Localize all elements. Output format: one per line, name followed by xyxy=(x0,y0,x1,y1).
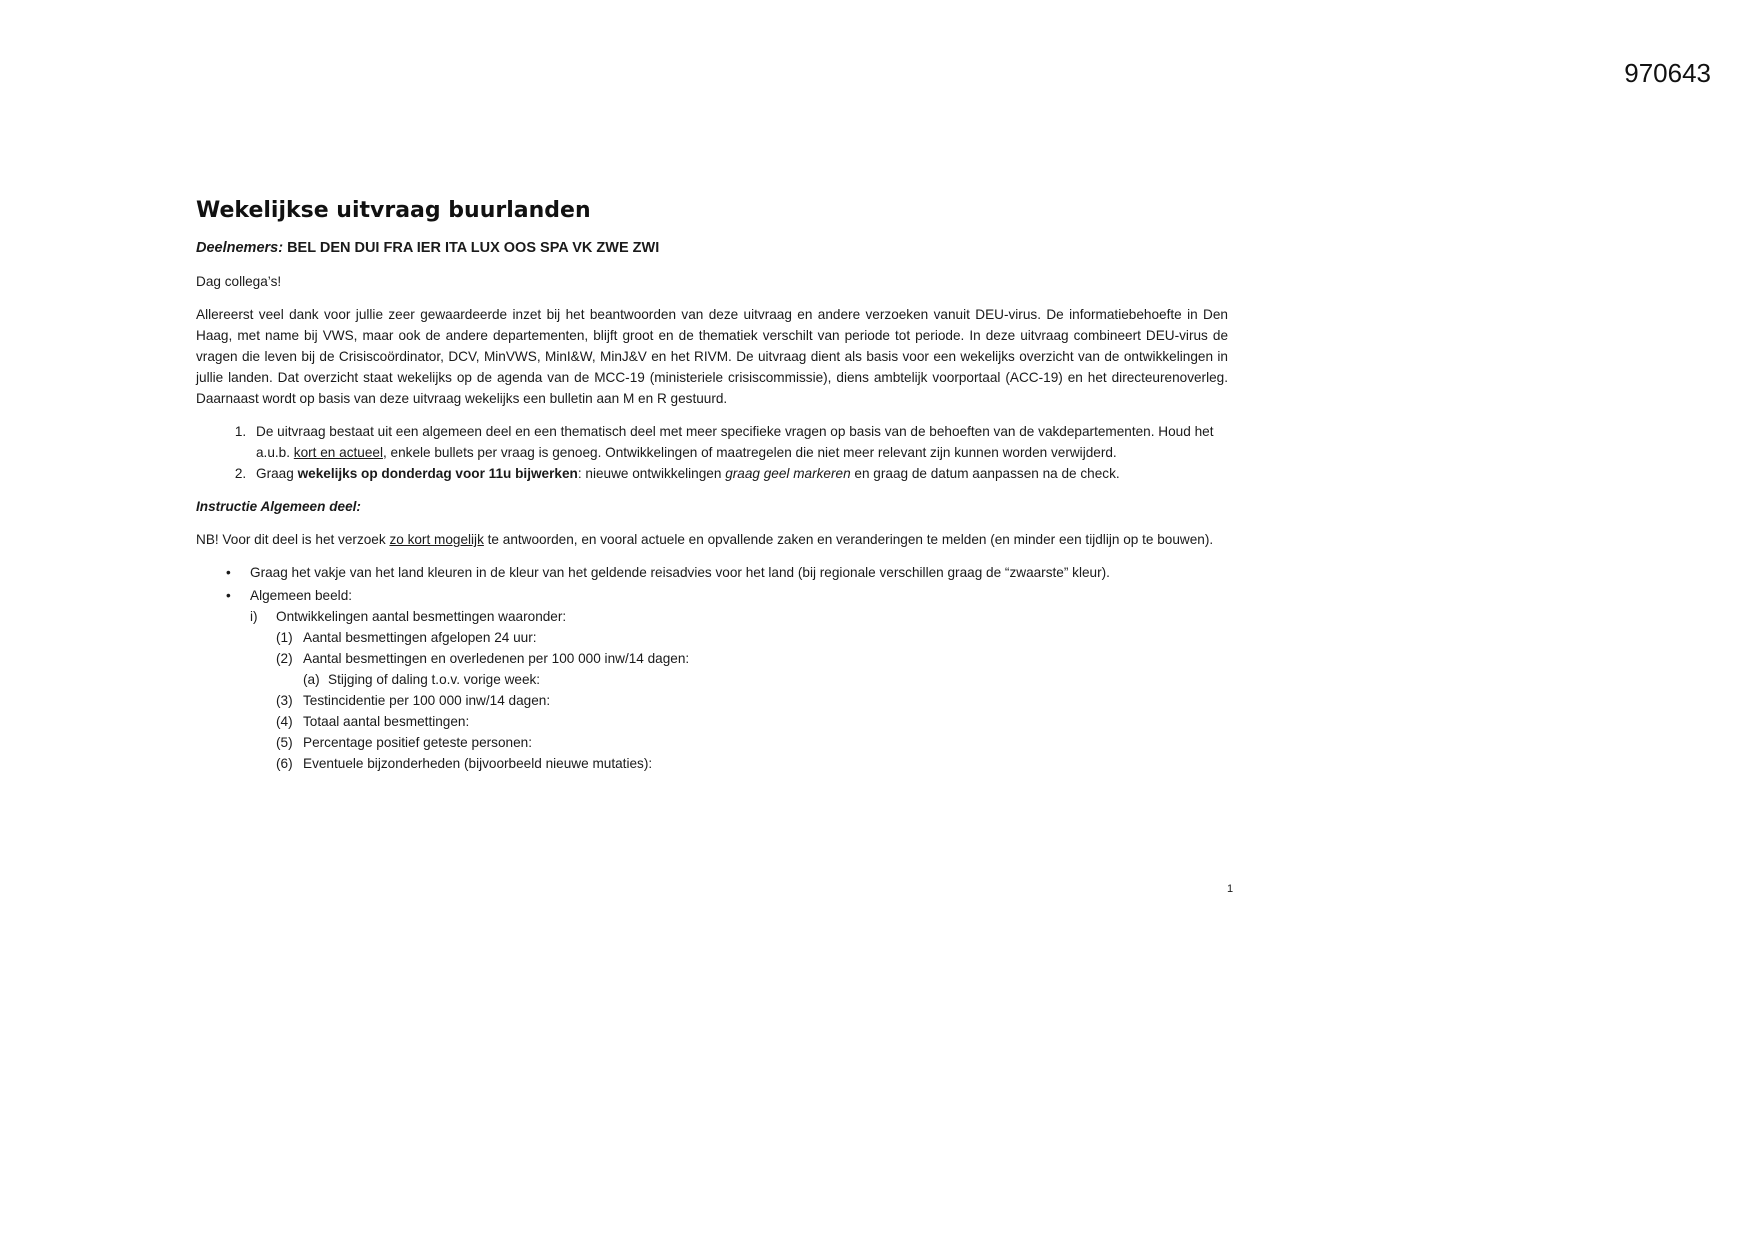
bullet-text: Graag het vakje van het land kleuren in de kleur van het geldende reisadvies voor het land (bij regionale verschillen graag de “zwaarste” kleur). xyxy=(250,565,1110,580)
nb-text: NB! Voor dit deel is het verzoek xyxy=(196,532,390,547)
step-2-text-mid: : nieuwe ontwikkelingen xyxy=(577,466,726,481)
outline-text: Ontwikkelingen aantal besmettingen waaronder: xyxy=(276,609,567,624)
bullet-list xyxy=(196,562,1228,774)
outline-text: Eventuele bijzonderheden (bijvoorbeeld nieuwe mutaties): xyxy=(303,756,653,771)
outline-marker: (6) xyxy=(276,756,293,771)
document-id: 970643 xyxy=(1624,58,1711,88)
outline-marker: (2) xyxy=(276,651,293,666)
participants-line xyxy=(196,238,1228,259)
outline-marker: (5) xyxy=(276,735,293,750)
participants-countries: BEL DEN DUI FRA IER ITA LUX OOS SPA VK ZWE ZWI xyxy=(287,240,660,256)
outline-marker: i) xyxy=(250,609,258,624)
step-1-underlined: kort en actueel xyxy=(293,445,383,460)
step-1-text: De uitvraag bestaat uit een algemeen deel en een thematisch deel met meer specifieke vragen op basis van de behoeften van de vakdepartementen. Houd het a.u.b. xyxy=(256,424,1214,460)
outline-item xyxy=(250,732,1228,753)
outline-item xyxy=(250,627,1228,648)
step-2-text-end: en graag de datum aanpassen na de check. xyxy=(850,466,1120,481)
outline-item xyxy=(250,648,1228,669)
outline-item xyxy=(250,606,1228,627)
step-2-text: Graag xyxy=(256,466,298,481)
outline-text: Testincidentie per 100 000 inw/14 dagen: xyxy=(303,693,551,708)
section-heading: Instructie Algemeen deel: xyxy=(196,499,361,514)
outline-marker: (a) xyxy=(303,672,320,687)
bullet-icon: • xyxy=(226,588,231,603)
step-item xyxy=(250,463,1228,484)
outline-list xyxy=(250,606,1228,774)
intro-paragraph: Allereerst veel dank voor jullie zeer gewaardeerde inzet bij het beantwoorden van deze uitvraag en andere verzoeken vanuit DEU-virus. De informatiebehoefte in Den Haag, met name bij VWS, maar ook de andere departementen, blijft groot en de thematiek verschilt van periode tot periode. In deze uitvraag combineert DEU-virus de vragen die leven bij de Crisiscoördinator, DCV, MinVWS, MinI&W, MinJ&V en het RIVM. De uitvraag dient als basis voor een wekelijks overzicht van de ontwikkelingen in jullie landen. Dat overzicht staat wekelijks op de agenda van de MCC-19 (ministeriele crisiscommissie), diens ambtelijk voorportaal (ACC-19) en het directeurenoverleg. Daarnaast wordt op basis van deze uitvraag wekelijks een bulletin aan M en R gestuurd. xyxy=(196,307,1228,406)
step-2-bold: wekelijks op donderdag voor 11u bijwerken xyxy=(297,466,578,481)
page-number: 1 xyxy=(1227,883,1234,895)
bullet-item xyxy=(226,562,1228,583)
nb-underlined: zo kort mogelijk xyxy=(389,532,484,547)
outline-text: Totaal aantal besmettingen: xyxy=(303,714,470,729)
page-title: Wekelijkse uitvraag buurlanden xyxy=(196,198,591,223)
outline-item xyxy=(250,753,1228,774)
participants-label: Deelnemers: xyxy=(196,240,284,256)
outline-item xyxy=(250,690,1228,711)
step-2-italic: graag geel markeren xyxy=(725,466,851,481)
step-item xyxy=(250,421,1228,463)
nb-text-end: te antwoorden, en vooral actuele en opvallende zaken en veranderingen te melden (en minder een tijdlijn op te bouwen). xyxy=(483,532,1214,547)
outline-text: Aantal besmettingen afgelopen 24 uur: xyxy=(303,630,537,645)
nb-paragraph xyxy=(196,529,1228,550)
outline-item xyxy=(250,711,1228,732)
bullet-item xyxy=(226,585,1228,774)
outline-marker: (3) xyxy=(276,693,293,708)
greeting: Dag collega’s! xyxy=(196,274,282,289)
outline-text: Percentage positief geteste personen: xyxy=(303,735,532,750)
outline-text: Aantal besmettingen en overledenen per 100 000 inw/14 dagen: xyxy=(303,651,690,666)
step-1-text-end: , enkele bullets per vraag is genoeg. Ontwikkelingen of maatregelen die niet meer relevant zijn kunnen worden verwijderd. xyxy=(382,445,1117,460)
instruction-steps xyxy=(196,421,1228,484)
document-page xyxy=(196,196,1228,776)
bullet-icon: • xyxy=(226,565,231,580)
bullet-text: Algemeen beeld: xyxy=(250,588,353,603)
outline-item xyxy=(250,669,1228,690)
outline-text: Stijging of daling t.o.v. vorige week: xyxy=(328,672,541,687)
outline-marker: (4) xyxy=(276,714,293,729)
outline-marker: (1) xyxy=(276,630,293,645)
